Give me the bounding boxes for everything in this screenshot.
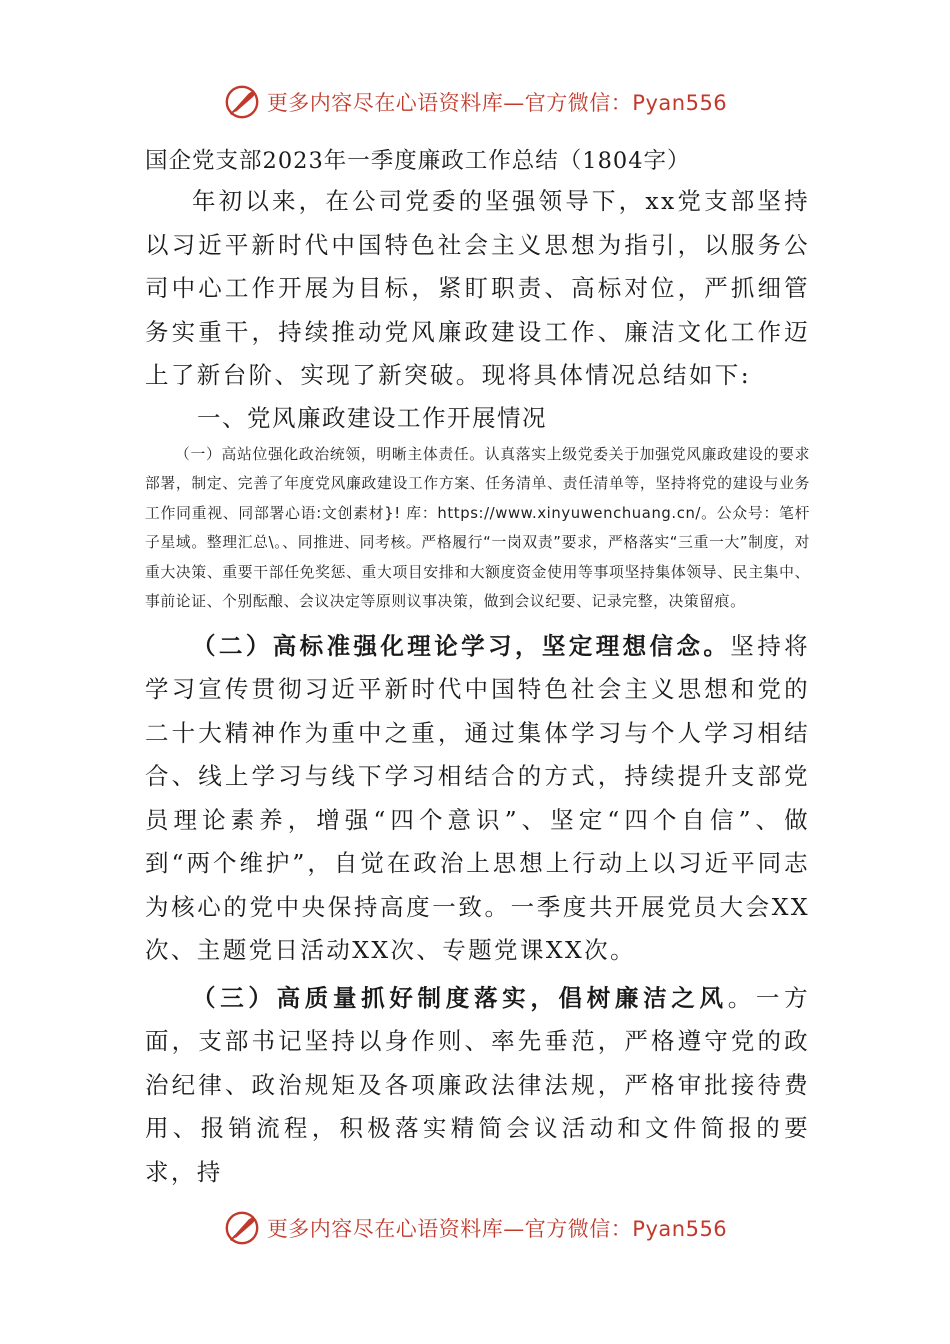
item-2-heading: （二）高标准强化理论学习，坚定理想信念。	[192, 631, 731, 660]
document-title: 国企党支部2023年一季度廉政工作总结（1804字）	[145, 148, 691, 174]
document-body	[145, 142, 810, 1194]
section-heading: 一、党风廉政建设工作开展情况	[197, 403, 547, 432]
watermark-header	[0, 80, 950, 124]
item-3-body: 。一方面，支部书记坚持以身作则、率先垂范，严格遵守党的政治纪律、政治规矩及各项廉政法律法规，严格审批接待费用、报销流程，积极落实精简会议活动和文件简报的要求，持	[145, 983, 810, 1186]
item-3-paragraph	[145, 977, 810, 1195]
intro-paragraph: 年初以来，在公司党委的坚强领导下，xx党支部坚持以习近平新时代中国特色社会主义思想为指引，以服务公司中心工作开展为目标，紧盯职责、高标对位，严抓细管务实重干，持续推动党风廉政建设工作、廉洁文化工作迈上了新台阶、实现了新突破。现将具体情况总结如下:	[145, 187, 810, 389]
quill-logo-icon	[223, 1209, 261, 1247]
watermark-footer	[0, 1206, 950, 1250]
watermark-text: 更多内容尽在心语资料库—官方微信：Pyan556	[266, 91, 728, 115]
quill-logo-icon	[223, 83, 261, 121]
item-3-heading: （三）高质量抓好制度落实，倡树廉洁之风	[192, 983, 728, 1012]
item-2-body: 坚持将学习宣传贯彻习近平新时代中国特色社会主义思想和党的二十大精神作为重中之重，通过集体学习与个人学习相结合、线上学习与线下学习相结合的方式，持续提升支部党员理论素养，增强“四个意识”、坚定“四个自信”、做到“两个维护”，自觉在政治上思想上行动上以习近平同志为核心的党中央保持高度一致。一季度共开展党员大会XX次、主题党日活动XX次、专题党课XX次。	[145, 631, 811, 964]
item-1-paragraph: （一）高站位强化政治统领，明晰主体责任。认真落实上级党委关于加强党风廉政建设的要求部署，制定、完善了年度党风廉政建设工作方案、任务清单、责任清单等，坚持将党的建设与业务工作同重视、同部署心语:文创素材}! 库：https://www.xinyuwenchuang.cn/。公众号：笔杆子星域。整理汇总\。、同推进、同考核。严格履行“一岗双责”要求，严格落实“三重一大”制度，对重大决策、重要干部任免奖惩、重大项目安排和大额度资金使用等事项坚持集体领导、民主集中、事前论证、个别酝酿、会议决定等原则议事决策，做到会议纪要、记录完整，决策留痕。	[145, 445, 810, 610]
watermark-text: 更多内容尽在心语资料库—官方微信：Pyan556	[266, 1217, 728, 1241]
item-2-paragraph	[145, 625, 810, 973]
